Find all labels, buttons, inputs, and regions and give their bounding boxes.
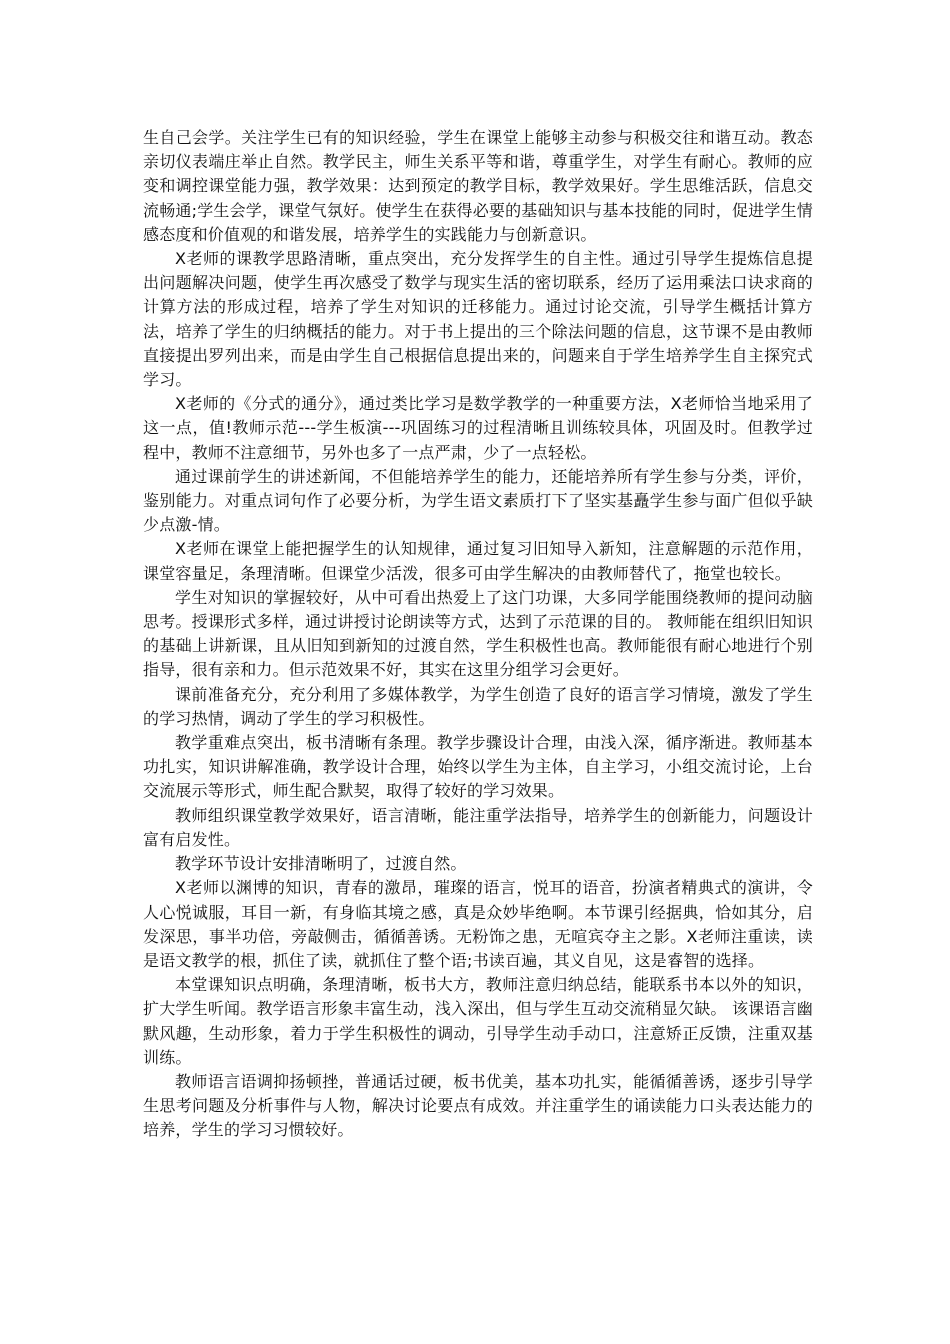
paragraph-9: 教师组织课堂教学效果好，语言清晰，能注重学法指导，培养学生的创新能力，问题设计富有启发性。 [143,805,813,849]
document-page [143,126,813,1143]
paragraph-12: 本堂课知识点明确，条理清晰，板书大方，教师注意归纳总结，能联系书本以外的知识，扩大学生听闻。教学语言形象丰富生动，浅入深出，但与学生互动交流稍显欠缺。 该课语言幽默风趣，生动形象，着力于学生积极性的调动，引导学生动手动口，注意矫正反馈，注重双基训练。 [143,975,813,1067]
paragraph-2: X老师的课教学思路清晰，重点突出，充分发挥学生的自主性。通过引导学生提炼信息提出问题解决问题，使学生再次感受了数学与现实生活的密切联系，经历了运用乘法口诀求商的计算方法的形成过程，培养了学生对知识的迁移能力。通过讨论交流，引导学生概括计算方法，培养了学生的归纳概括的能力。对于书上提出的三个除法问题的信息，这节课不是由教师直接提出罗列出来，而是由学生自己根据信息提出来的，问题来自于学生培养学生自主探究式学习。 [143,249,813,390]
paragraph-6: 学生对知识的掌握较好，从中可看出热爱上了这门功课，大多同学能围绕教师的提问动脑思考。授课形式多样，通过讲授讨论朗读等方式，达到了示范课的目的。 教师能在组织旧知识的基础上讲新课，且从旧知到新知的过渡自然，学生积极性也高。教师能很有耐心地进行个别指导，很有亲和力。但示范效果不好，其实在这里分组学习会更好。 [143,587,813,680]
paragraph-7: 课前准备充分，充分利用了多媒体教学，为学生创造了良好的语言学习情境，激发了学生的学习热情，调动了学生的学习积极性。 [143,684,813,728]
paragraph-10: 教学环节设计安排清晰明了，过渡自然。 [175,854,467,874]
paragraph-4: 通过课前学生的讲述新闻，不但能培养学生的能力，还能培养所有学生参与分类，评价，鉴别能力。对重点词句作了必要分析，为学生语文素质打下了坚实基矗学生参与面广但似乎缺少点激-情。 [143,466,813,535]
paragraph-8: 教学重难点突出，板书清晰有条理。教学步骤设计合理，由浅入深，循序渐进。教师基本功扎实，知识讲解准确，教学设计合理，始终以学生为主体，自主学习，小组交流讨论，上台交流展示等形式，师生配合默契，取得了较好的学习效果。 [143,733,813,801]
paragraph-13: 教师语言语调抑扬顿挫，普通话过硬，板书优美，基本功扎实，能循循善诱，逐步引导学生思考问题及分析事件与人物，解决讨论要点有成效。并注重学生的诵读能力口头表达能力的培养，学生的学习习惯较好。 [143,1071,813,1140]
paragraph-3: X老师的《分式的通分》，通过类比学习是数学教学的一种重要方法，X老师恰当地采用了这一点，值!教师示范---学生板演---巩固练习的过程清晰且训练较具体，巩固及时。但教学过程中，教师不注意细节，另外也多了一点严肃，少了一点轻松。 [143,394,813,462]
paragraph-5: X老师在课堂上能把握学生的认知规律，通过复习旧知导入新知，注意解题的示范作用，课堂容量足，条理清晰。但课堂少活泼，很多可由学生解决的由教师替代了，拖堂也较长。 [143,539,813,583]
paragraph-11: X老师以渊博的知识，青春的激昂，璀璨的语言，悦耳的语音，扮演者精典式的演讲，令人心悦诚服，耳目一新，有身临其境之感，真是众妙毕绝啊。本节课引经据典，恰如其分，启发深思，事半功倍，旁敲侧击，循循善诱。无粉饰之患，无喧宾夺主之影。X老师注重读，读是语文教学的根，抓住了读，就抓住了整个语;书读百遍，其义自见，这是睿智的选择。 [143,878,813,970]
paragraph-1: 生自己会学。关注学生已有的知识经验，学生在课堂上能够主动参与积极交往和谐互动。教态亲切仪表端庄举止自然。教学民主，师生关系平等和谐，尊重学生，对学生有耐心。教师的应变和调控课堂能力强，教学效果：达到预定的教学目标，教学效果好。学生思维活跃，信息交流畅通;学生会学，课堂气氛好。使学生在获得必要的基础知识与基本技能的同时，促进学生情感态度和价值观的和谐发展，培养学生的实践能力与创新意识。 [143,128,813,244]
